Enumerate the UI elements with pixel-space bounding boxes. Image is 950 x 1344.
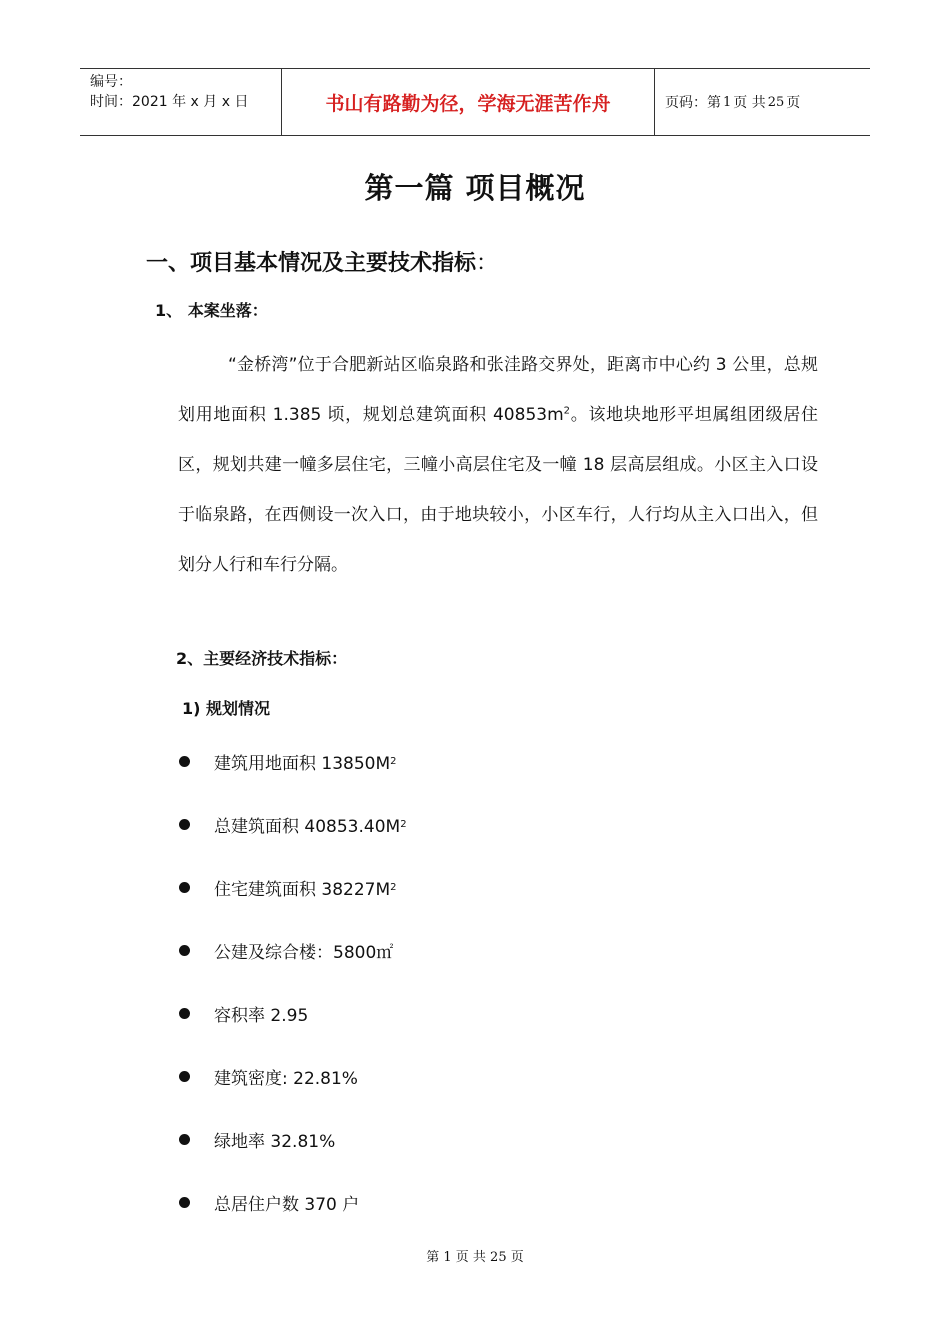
document-header	[80, 68, 870, 136]
location-text-1: “金桥湾”位于合肥新站区临泉路和张洼路交界处，距离市中心约 3 公里，总规划用地面积 1.385 顷，规划总建筑面积 40853m	[178, 355, 818, 425]
list-item	[176, 919, 407, 982]
bullet-icon	[179, 945, 190, 956]
metric-text: 总居住户数 370 户	[214, 1195, 360, 1215]
metric-text: 公建及综合楼：5800㎡	[214, 943, 394, 963]
metric-list	[176, 730, 407, 1234]
location-text-2: 。该地块地形平坦属组团级居住区，规划共建一幢多层住宅，三幢小高层住宅及一幢 18 层高层组成。小区主入口设于临泉路，在西侧设一次入口，由于地块较小，小区车行，人行均从主入口出入，但划分人行和车行分隔。	[178, 405, 818, 575]
list-item: 住宅建筑面积 38227M 2	[176, 856, 407, 919]
bullet-icon	[179, 1197, 190, 1208]
location-heading: 1、 本案坐落：	[155, 301, 268, 320]
metric-text: 住宅建筑面积 38227M	[214, 880, 391, 900]
bullet-icon	[179, 819, 190, 830]
list-item: 总建筑面积 40853.40M 2	[176, 793, 407, 856]
metric-text: 建筑用地面积 13850M	[214, 754, 391, 774]
bullet-icon	[179, 756, 190, 767]
number-label: 编号：	[90, 74, 132, 90]
page-prefix: 页码：第	[665, 95, 721, 111]
bullet-icon	[179, 1071, 190, 1082]
metric-text: 绿地率 32.81%	[214, 1132, 336, 1152]
section-title-text: 一、项目基本情况及主要技术指标	[146, 251, 477, 276]
page-footer: 第 1 页 共 25 页	[426, 1250, 524, 1265]
metric-text: 总建筑面积 40853.40M	[214, 817, 401, 837]
list-item	[176, 1045, 407, 1108]
section-title-colon: ：	[476, 251, 499, 276]
bullet-icon	[179, 1134, 190, 1145]
location-paragraph	[178, 340, 818, 590]
list-item	[176, 982, 407, 1045]
header-motto: 书山有路勤为径，学海无涯苦作舟	[281, 69, 655, 135]
indicators-heading: 2、主要经济技术指标：	[176, 649, 348, 668]
bullet-icon	[179, 1008, 190, 1019]
page-total: 25	[767, 94, 785, 110]
page-title: 第一篇 项目概况	[364, 171, 586, 205]
metric-text: 建筑密度: 22.81%	[214, 1069, 358, 1089]
list-item	[176, 1171, 407, 1234]
header-meta	[80, 69, 281, 135]
time-label: 时间：2021 年 x 月 x 日	[90, 94, 249, 110]
page-mid: 页 共	[733, 95, 766, 111]
planning-subheading: 1) 规划情况	[182, 699, 271, 718]
section-title	[146, 246, 498, 277]
metric-text: 容积率 2.95	[214, 1006, 309, 1026]
bullet-icon	[179, 882, 190, 893]
page-suffix: 页	[786, 95, 801, 111]
list-item	[176, 1108, 407, 1171]
header-page-info	[655, 69, 870, 135]
location-sup: 2	[563, 405, 571, 417]
list-item: 建筑用地面积 13850M 2	[176, 730, 407, 793]
page-current: 1	[723, 94, 732, 110]
